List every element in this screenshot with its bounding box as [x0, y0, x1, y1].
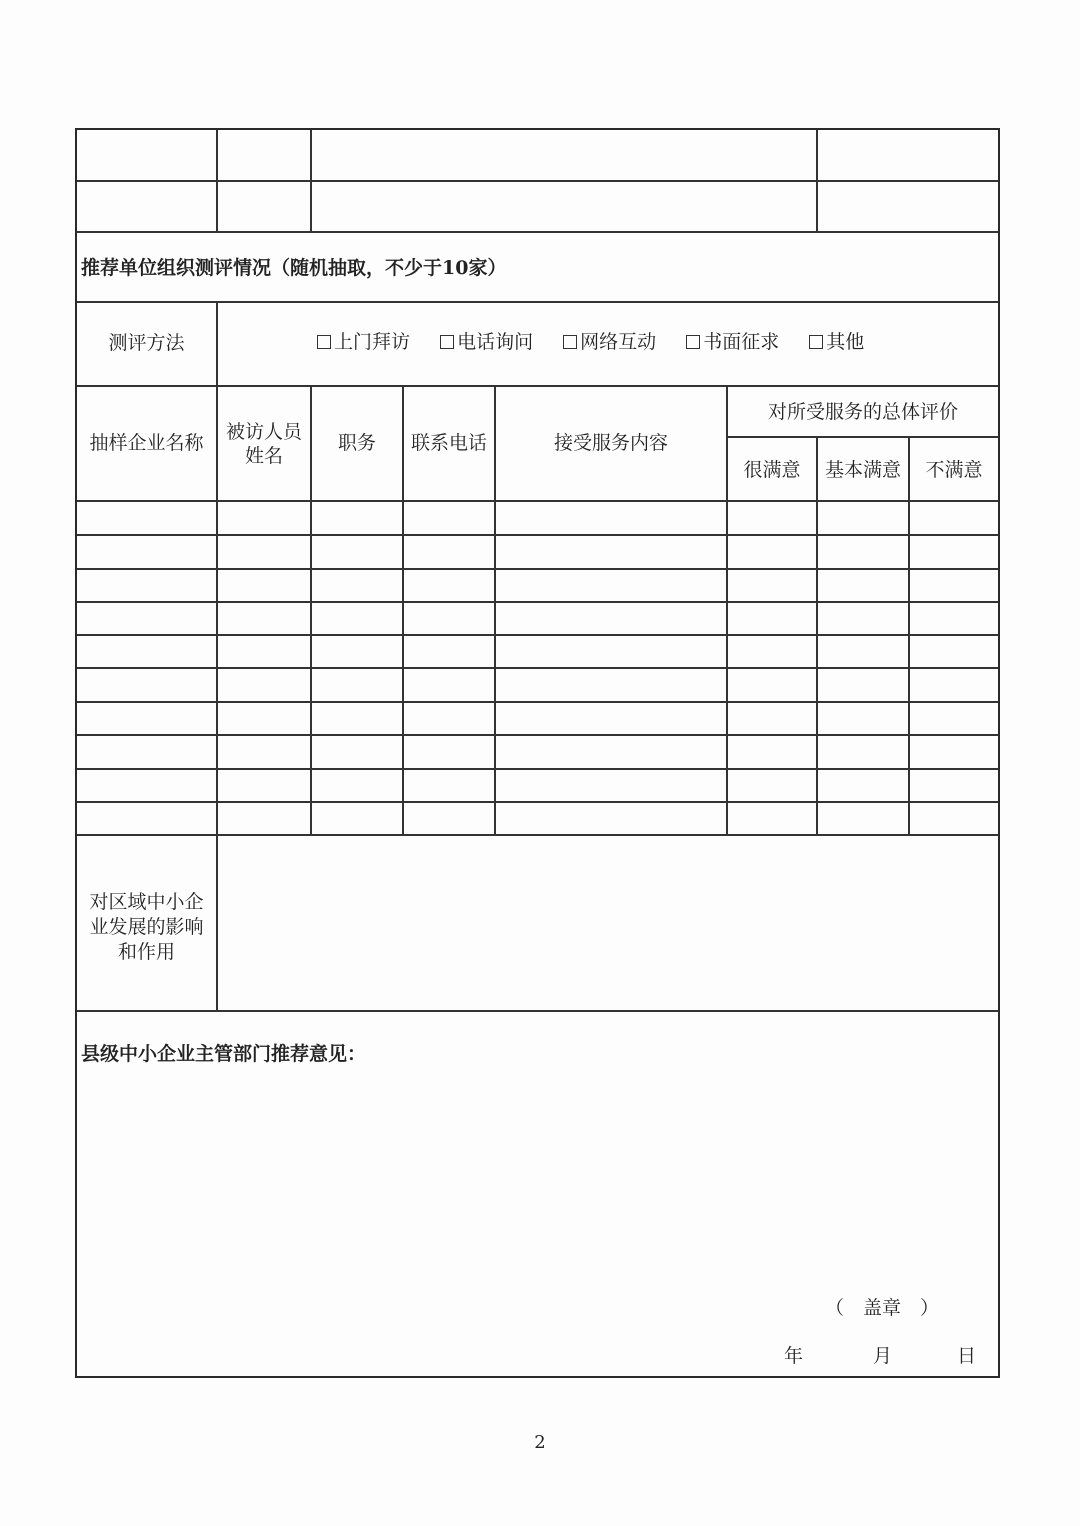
col-divider [908, 436, 910, 834]
col-divider [216, 130, 218, 231]
impact-label-line2: 业发展的影响 [89, 916, 204, 938]
impact-label-line3: 和作用 [117, 941, 175, 963]
header-interviewee-line1: 被访人员 [225, 421, 302, 443]
seal-label: （ 盖章 ） [825, 1297, 940, 1319]
header-phone: 联系电话 [410, 432, 487, 454]
evaluation-section-title: 推荐单位组织测评情况（随机抽取，不少于10家） [81, 257, 507, 279]
header-unsatisfied: 不满意 [925, 459, 983, 481]
col-divider [816, 436, 818, 834]
header-overall-eval: 对所受服务的总体评价 [767, 401, 958, 423]
checkbox-icon [440, 335, 454, 349]
method-option-online[interactable]: 网络互动 [563, 330, 656, 354]
header-interviewee-line2: 姓名 [244, 445, 283, 467]
col-divider [216, 301, 218, 1010]
col-divider [726, 385, 728, 834]
header-very-satisfied: 很满意 [743, 459, 801, 481]
method-option-written[interactable]: 书面征求 [686, 330, 779, 354]
evaluation-form [75, 128, 1000, 1378]
method-options [317, 330, 888, 354]
col-divider [816, 130, 818, 231]
method-label: 测评方法 [108, 332, 185, 354]
header-basically-satisfied: 基本满意 [824, 459, 901, 481]
header-company: 抽样企业名称 [89, 432, 204, 454]
header-position: 职务 [337, 432, 376, 454]
checkbox-icon [317, 335, 331, 349]
checkbox-icon [809, 335, 823, 349]
recommendation-title: 县级中小企业主管部门推荐意见： [81, 1043, 367, 1065]
row-divider [77, 231, 998, 233]
method-option-other[interactable]: 其他 [809, 330, 864, 354]
row-divider [77, 1010, 998, 1012]
col-divider [310, 130, 312, 231]
header-service-content: 接受服务内容 [553, 432, 668, 454]
method-option-phone[interactable]: 电话询问 [440, 330, 533, 354]
checkbox-icon [686, 335, 700, 349]
checkbox-icon [563, 335, 577, 349]
method-option-visit[interactable]: 上门拜访 [317, 330, 410, 354]
date-month: 月 [873, 1345, 893, 1367]
page-number: 2 [534, 1432, 546, 1453]
date-year: 年 [784, 1345, 804, 1367]
impact-label-line1: 对区域中小企 [89, 891, 204, 913]
row-divider [726, 436, 998, 438]
date-day: 日 [957, 1345, 977, 1367]
